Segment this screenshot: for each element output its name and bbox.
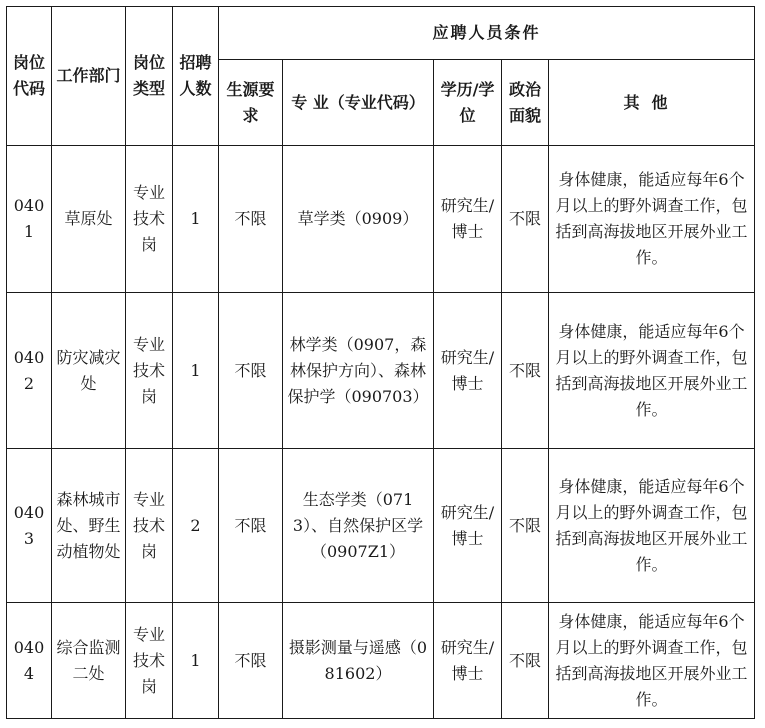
header-major: 专 业（专业代码） — [283, 60, 434, 146]
table-row — [7, 293, 755, 449]
cell-code: 0401 — [7, 146, 52, 293]
cell-major: 林学类（0907，森林保护方向）、森林保护学（090703） — [283, 293, 434, 449]
cell-degree: 研究生/博士 — [434, 293, 502, 449]
header-requirements: 应聘人员条件 — [219, 7, 755, 60]
recruitment-table — [6, 6, 755, 719]
cell-other: 身体健康，能适应每年6个月以上的野外调查工作，包括到高海拔地区开展外业工作。 — [549, 603, 755, 719]
cell-code: 0402 — [7, 293, 52, 449]
cell-dept: 草原处 — [52, 146, 126, 293]
cell-other: 身体健康，能适应每年6个月以上的野外调查工作，包括到高海拔地区开展外业工作。 — [549, 146, 755, 293]
cell-politics: 不限 — [502, 293, 549, 449]
cell-major: 摄影测量与遥感（081602） — [283, 603, 434, 719]
table-row — [7, 146, 755, 293]
header-dept: 工作部门 — [52, 7, 126, 146]
table-row — [7, 449, 755, 603]
header-type: 岗位类型 — [126, 7, 173, 146]
cell-degree: 研究生/博士 — [434, 449, 502, 603]
cell-code: 0403 — [7, 449, 52, 603]
cell-count: 1 — [173, 293, 219, 449]
cell-type: 专业技术岗 — [126, 449, 173, 603]
cell-dept: 防灾减灾处 — [52, 293, 126, 449]
cell-politics: 不限 — [502, 449, 549, 603]
header-origin: 生源要求 — [219, 60, 283, 146]
cell-origin: 不限 — [219, 146, 283, 293]
cell-origin: 不限 — [219, 603, 283, 719]
cell-degree: 研究生/博士 — [434, 146, 502, 293]
header-count: 招聘人数 — [173, 7, 219, 146]
cell-type: 专业技术岗 — [126, 146, 173, 293]
header-politics: 政治面貌 — [502, 60, 549, 146]
cell-other: 身体健康，能适应每年6个月以上的野外调查工作，包括到高海拔地区开展外业工作。 — [549, 293, 755, 449]
cell-politics: 不限 — [502, 603, 549, 719]
header-row-top — [7, 7, 755, 60]
cell-dept: 森林城市处、野生动植物处 — [52, 449, 126, 603]
cell-origin: 不限 — [219, 293, 283, 449]
cell-count: 1 — [173, 603, 219, 719]
cell-dept: 综合监测二处 — [52, 603, 126, 719]
cell-origin: 不限 — [219, 449, 283, 603]
cell-major: 生态学类（0713）、自然保护区学（0907Z1） — [283, 449, 434, 603]
cell-major: 草学类（0909） — [283, 146, 434, 293]
cell-type: 专业技术岗 — [126, 603, 173, 719]
table-row — [7, 603, 755, 719]
cell-politics: 不限 — [502, 146, 549, 293]
cell-code: 0404 — [7, 603, 52, 719]
cell-degree: 研究生/博士 — [434, 603, 502, 719]
header-degree: 学历/学位 — [434, 60, 502, 146]
cell-other: 身体健康，能适应每年6个月以上的野外调查工作，包括到高海拔地区开展外业工作。 — [549, 449, 755, 603]
cell-count: 2 — [173, 449, 219, 603]
cell-type: 专业技术岗 — [126, 293, 173, 449]
header-other: 其他 — [549, 60, 755, 146]
cell-count: 1 — [173, 146, 219, 293]
header-code: 岗位代码 — [7, 7, 52, 146]
